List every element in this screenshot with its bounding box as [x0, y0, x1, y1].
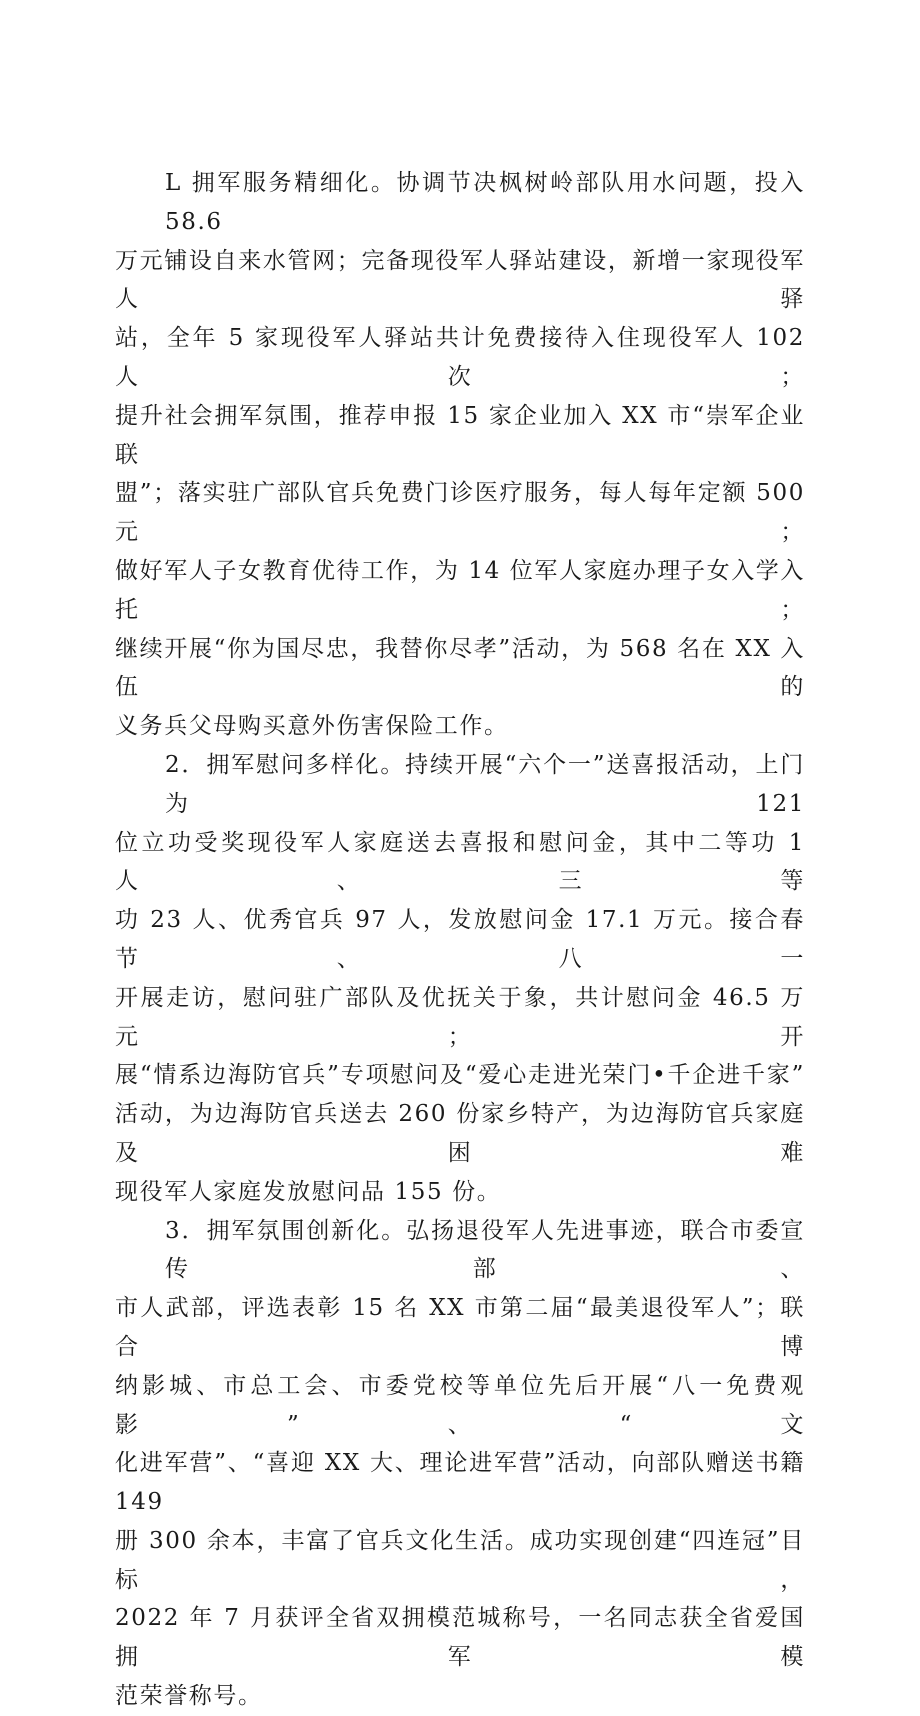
text-line: 3．拥军氛围创新化。弘扬退役军人先进事迹，联合市委宣传部、	[165, 1217, 805, 1283]
text-line: 功 23 人、优秀官兵 97 人，发放慰问金 17.1 万元。接合春节、八一	[115, 907, 805, 972]
text-line: 册 300 余本，丰富了官兵文化生活。成功实现创建“四连冠”目标，	[115, 1527, 805, 1593]
text-line: 做好军人子女教育优待工作，为 14 位军人家庭办理子女入学入托；	[115, 557, 805, 623]
text-line: 盟”；落实驻广部队官兵免费门诊医疗服务，每人每年定额 500 元；	[115, 480, 805, 546]
text-line: 继续开展“你为国尽忠，我替你尽孝”活动，为 568 名在 XX 入伍的	[115, 635, 805, 701]
document-body	[115, 164, 805, 1716]
text-line: 纳影城、市总工会、市委党校等单位先后开展“八一免费观影”、“文	[115, 1372, 805, 1438]
text-line: 化进军营”、“喜迎 XX 大、理论进军营”活动，向部队赠送书籍 149	[115, 1450, 805, 1516]
text-line: 开展走访，慰问驻广部队及优抚关于象，共计慰问金 46.5 万元；开	[115, 984, 805, 1050]
text-line: 现役军人家庭发放慰问品 155 份。	[115, 1178, 502, 1205]
text-line: 市人武部，评选表彰 15 名 XX 市第二届“最美退役军人”；联合博	[115, 1295, 805, 1360]
paragraph-military-atmosphere	[115, 1212, 805, 1716]
text-line: 位立功受奖现役军人家庭送去喜报和慰问金，其中二等功 1 人、三等	[115, 829, 805, 895]
text-line: 2．拥军慰问多样化。持续开展“六个一”送喜报活动，上门为 121	[165, 751, 805, 817]
text-line: 活动，为边海防官兵送去 260 份家乡特产，为边海防官兵家庭及困难	[115, 1101, 805, 1166]
text-line: 展“情系边海防官兵”专项慰问及“爱心走进光荣门•千企进千家”	[115, 1062, 805, 1089]
text-line: 范荣誉称号。	[115, 1683, 263, 1710]
text-line: 站，全年 5 家现役军人驿站共计免费接待入住现役军人 102 人次；	[115, 325, 805, 390]
text-line: 2022 年 7 月获评全省双拥模范城称号，一名同志获全省爱国拥军模	[115, 1605, 805, 1671]
paragraph-military-visits	[115, 746, 805, 1212]
text-line: L 拥军服务精细化。协调节决枫树岭部队用水问题，投入 58.6	[165, 170, 805, 235]
text-line: 义务兵父母购买意外伤害保险工作。	[115, 713, 509, 740]
text-line: 万元铺设自来水管网；完备现役军人驿站建设，新增一家现役军人驿	[115, 247, 805, 313]
text-line: 提升社会拥军氛围，推荐申报 15 家企业加入 XX 市“崇军企业联	[115, 402, 805, 468]
paragraph-military-service	[115, 164, 805, 746]
